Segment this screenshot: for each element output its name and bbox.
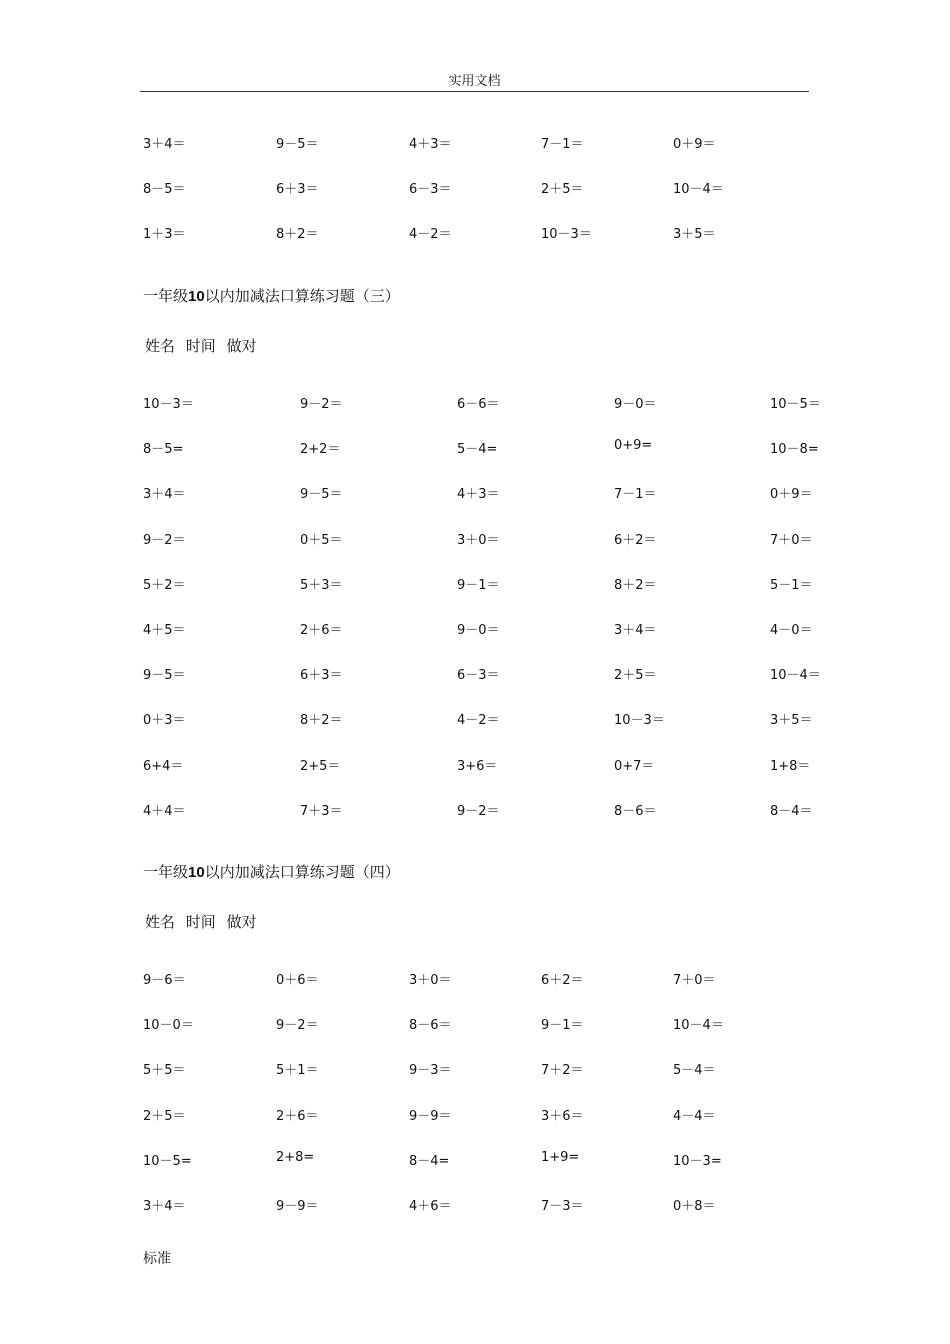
exercise-item: 6＋2＝ <box>614 532 657 548</box>
exercise-item: 8＋2＝ <box>300 713 343 729</box>
exercise-item: 8－4= <box>409 1153 450 1169</box>
exercise-item: 3＋4＝ <box>143 137 186 152</box>
exercise-item: 8－5＝ <box>143 182 186 198</box>
exercise-item: 9－5＝ <box>276 137 319 152</box>
time-label: 时间 <box>185 337 216 355</box>
exercise-item: 0＋9＝ <box>673 137 716 152</box>
title-prefix: 一年级 <box>143 863 189 881</box>
exercise-item: 4－2＝ <box>409 227 452 243</box>
name-label: 姓名 <box>145 913 176 931</box>
name-label: 姓名 <box>145 337 176 355</box>
exercise-item: 4－0＝ <box>770 622 813 638</box>
exercise-item: 8－6＝ <box>614 803 657 819</box>
exercise-item: 6－3＝ <box>457 668 500 684</box>
page-header: 实用文档 <box>140 70 809 92</box>
exercise-item: 4＋3＝ <box>409 137 452 152</box>
exercise-item: 3＋4＝ <box>143 487 186 503</box>
exercise-item: 5－4= <box>457 442 498 458</box>
exercise-item: 2＋6＝ <box>276 1108 319 1124</box>
exercise-item: 9－1＝ <box>457 577 500 593</box>
title-number: 10 <box>188 864 205 881</box>
exercise-item: 0＋9＝ <box>770 487 813 503</box>
student-info-3 <box>145 335 263 356</box>
exercise-item: 10－5＝ <box>770 397 821 412</box>
exercise-item: 6+4＝ <box>143 758 184 774</box>
exercise-item: 3＋5＝ <box>673 227 716 243</box>
title-number: 10 <box>188 288 205 305</box>
exercise-item: 8－5= <box>143 442 184 458</box>
correct-label: 做对 <box>226 337 257 355</box>
section-title-3 <box>143 285 400 306</box>
exercise-item: 10－3＝ <box>541 227 592 243</box>
exercise-item: 10－8= <box>770 442 819 458</box>
time-label: 时间 <box>185 913 216 931</box>
exercise-item: 9－2＝ <box>143 532 186 548</box>
exercise-item: 9－2＝ <box>300 397 343 412</box>
exercise-item: 4＋3＝ <box>457 487 500 503</box>
page-footer: 标准 <box>143 1251 171 1267</box>
exercise-item: 5＋2＝ <box>143 577 186 593</box>
exercise-item: 8－6＝ <box>409 1018 452 1034</box>
exercise-item: 3＋5＝ <box>770 713 813 729</box>
exercise-item: 9－9＝ <box>276 1198 319 1214</box>
exercise-item: 5＋1＝ <box>276 1063 319 1079</box>
exercise-item: 9－9＝ <box>409 1108 452 1124</box>
exercise-item: 6－6＝ <box>457 397 500 412</box>
exercise-item: 0＋8＝ <box>673 1198 716 1214</box>
exercise-item: 10－3＝ <box>143 397 194 412</box>
exercise-item: 1+9= <box>541 1149 580 1165</box>
exercise-item: 3＋4＝ <box>614 622 657 638</box>
exercise-item: 2＋5＝ <box>614 668 657 684</box>
exercise-item: 5－4＝ <box>673 1063 716 1079</box>
exercise-item: 9－0＝ <box>457 622 500 638</box>
exercise-item: 4－4＝ <box>673 1108 716 1124</box>
exercise-item: 10－5= <box>143 1153 192 1169</box>
exercise-item: 3＋0＝ <box>409 973 452 988</box>
exercise-item: 10－0＝ <box>143 1018 194 1034</box>
exercise-item: 9－6＝ <box>143 973 186 988</box>
exercise-item: 4＋6＝ <box>409 1198 452 1214</box>
student-info-4 <box>145 911 263 932</box>
exercise-item: 3＋6＝ <box>541 1108 584 1124</box>
exercise-item: 7＋3＝ <box>300 803 343 819</box>
section-title-4 <box>143 861 400 882</box>
exercise-item: 7－1＝ <box>541 137 584 152</box>
exercise-item: 9－5＝ <box>300 487 343 503</box>
exercise-item: 0+9= <box>614 438 653 454</box>
exercise-item: 6＋3＝ <box>276 182 319 198</box>
exercise-item: 1＋3＝ <box>143 227 186 243</box>
exercise-item: 9－5＝ <box>143 668 186 684</box>
exercise-item: 7－1＝ <box>614 487 657 503</box>
exercise-item: 2+2＝ <box>300 442 341 458</box>
exercise-item: 2＋6＝ <box>300 622 343 638</box>
exercise-item: 0＋3＝ <box>143 713 186 729</box>
exercise-item: 7＋2＝ <box>541 1063 584 1079</box>
exercise-item: 3+6＝ <box>457 758 498 774</box>
exercise-item: 10－4＝ <box>770 668 821 684</box>
exercise-item: 5＋3＝ <box>300 577 343 593</box>
exercise-item: 9－2＝ <box>457 803 500 819</box>
exercise-item: 2+8= <box>276 1149 315 1165</box>
exercise-item: 0＋5＝ <box>300 532 343 548</box>
exercise-item: 7－3＝ <box>541 1198 584 1214</box>
exercise-item: 9－0＝ <box>614 397 657 412</box>
exercise-item: 9－1＝ <box>541 1018 584 1034</box>
exercise-item: 4－2＝ <box>457 713 500 729</box>
exercise-item: 6＋2＝ <box>541 973 584 988</box>
exercise-item: 8＋2＝ <box>276 227 319 243</box>
exercise-item: 0+7＝ <box>614 758 655 774</box>
correct-label: 做对 <box>226 913 257 931</box>
exercise-item: 10－3＝ <box>614 713 665 729</box>
exercise-item: 4＋4＝ <box>143 803 186 819</box>
exercise-item: 2+5＝ <box>300 758 341 774</box>
exercise-item: 3＋4＝ <box>143 1198 186 1214</box>
exercise-item: 8＋2＝ <box>614 577 657 593</box>
exercise-item: 10－4＝ <box>673 1018 724 1034</box>
exercise-item: 2＋5＝ <box>143 1108 186 1124</box>
exercise-item: 0＋6＝ <box>276 973 319 988</box>
exercise-item: 5＋5＝ <box>143 1063 186 1079</box>
exercise-item: 1+8＝ <box>770 758 811 774</box>
exercise-item: 10－3= <box>673 1153 722 1169</box>
title-suffix: 以内加减法口算练习题（三） <box>204 287 400 305</box>
exercise-item: 2＋5＝ <box>541 182 584 198</box>
exercise-item: 9－2＝ <box>276 1018 319 1034</box>
exercise-item: 6＋3＝ <box>300 668 343 684</box>
title-prefix: 一年级 <box>143 287 189 305</box>
exercise-item: 4＋5＝ <box>143 622 186 638</box>
title-suffix: 以内加减法口算练习题（四） <box>204 863 400 881</box>
exercise-item: 3＋0＝ <box>457 532 500 548</box>
exercise-item: 10－4＝ <box>673 182 724 198</box>
exercise-item: 5－1＝ <box>770 577 813 593</box>
exercise-item: 8－4＝ <box>770 803 813 819</box>
exercise-item: 9－3＝ <box>409 1063 452 1079</box>
exercise-item: 7＋0＝ <box>770 532 813 548</box>
exercise-item: 6－3＝ <box>409 182 452 198</box>
exercise-item: 7＋0＝ <box>673 973 716 988</box>
